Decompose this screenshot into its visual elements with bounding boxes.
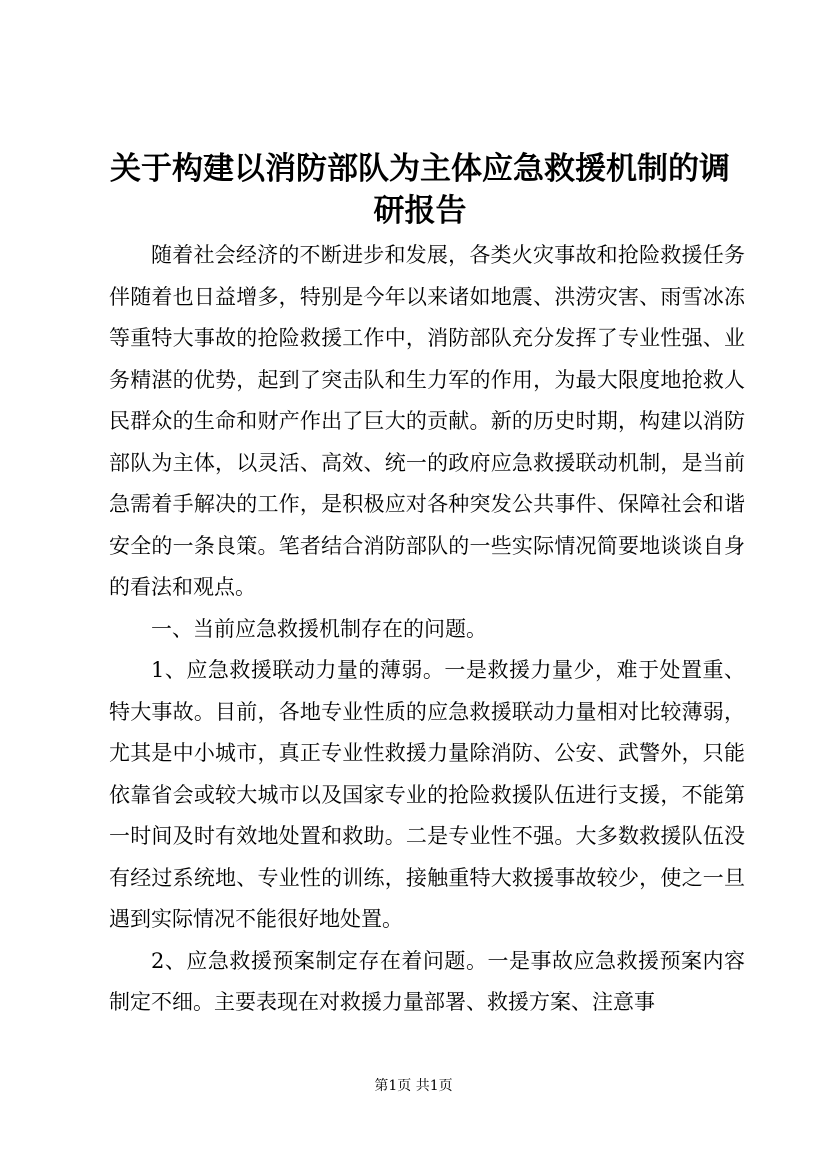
document-title: 关于构建以消防部队为主体应急救援机制的调研报告 — [110, 151, 730, 229]
section-heading-problems: 一、当前应急救援机制存在的问题。 — [151, 616, 487, 641]
paragraph-point-2: 2、应急救援预案制定存在着问题。一是事故应急救援预案内容制定不细。主要表现在对救援力量部署、救援方案、注意事 — [109, 948, 745, 1014]
page-footer: 第1页 共1页 — [374, 1078, 453, 1094]
document-body — [109, 235, 745, 1024]
paragraph-point-1: 1、应急救援联动力量的薄弱。一是救援力量少，难于处置重、特大事故。目前，各地专业性质的应急救援联动力量相对比较薄弱，尤其是中小城市，真正专业性救援力量除消防、公安、武警外，只能依靠省会或较大城市以及国家专业的抢险救援队伍进行支援，不能第一时间及时有效地处置和救助。二是专业性不强。大多数救援队伍没有经过系统地、专业性的训练，接触重特大救援事故较少，使之一旦遇到实际情况不能很好地处置。 — [109, 658, 745, 931]
paragraph-intro: 随着社会经济的不断进步和发展，各类火灾事故和抢险救援任务伴随着也日益增多，特别是今年以来诸如地震、洪涝灾害、雨雪冰冻等重特大事故的抢险救援工作中，消防部队充分发挥了专业性强、业务精湛的优势，起到了突击队和生力军的作用，为最大限度地抢救人民群众的生命和财产作出了巨大的贡献。新的历史时期，构建以消防部队为主体，以灵活、高效、统一的政府应急救援联动机制，是当前急需着手解决的工作，是积极应对各种突发公共事件、保障社会和谐安全的一条良策。笔者结合消防部队的一些实际情况简要地谈谈自身的看法和观点。 — [109, 243, 745, 599]
